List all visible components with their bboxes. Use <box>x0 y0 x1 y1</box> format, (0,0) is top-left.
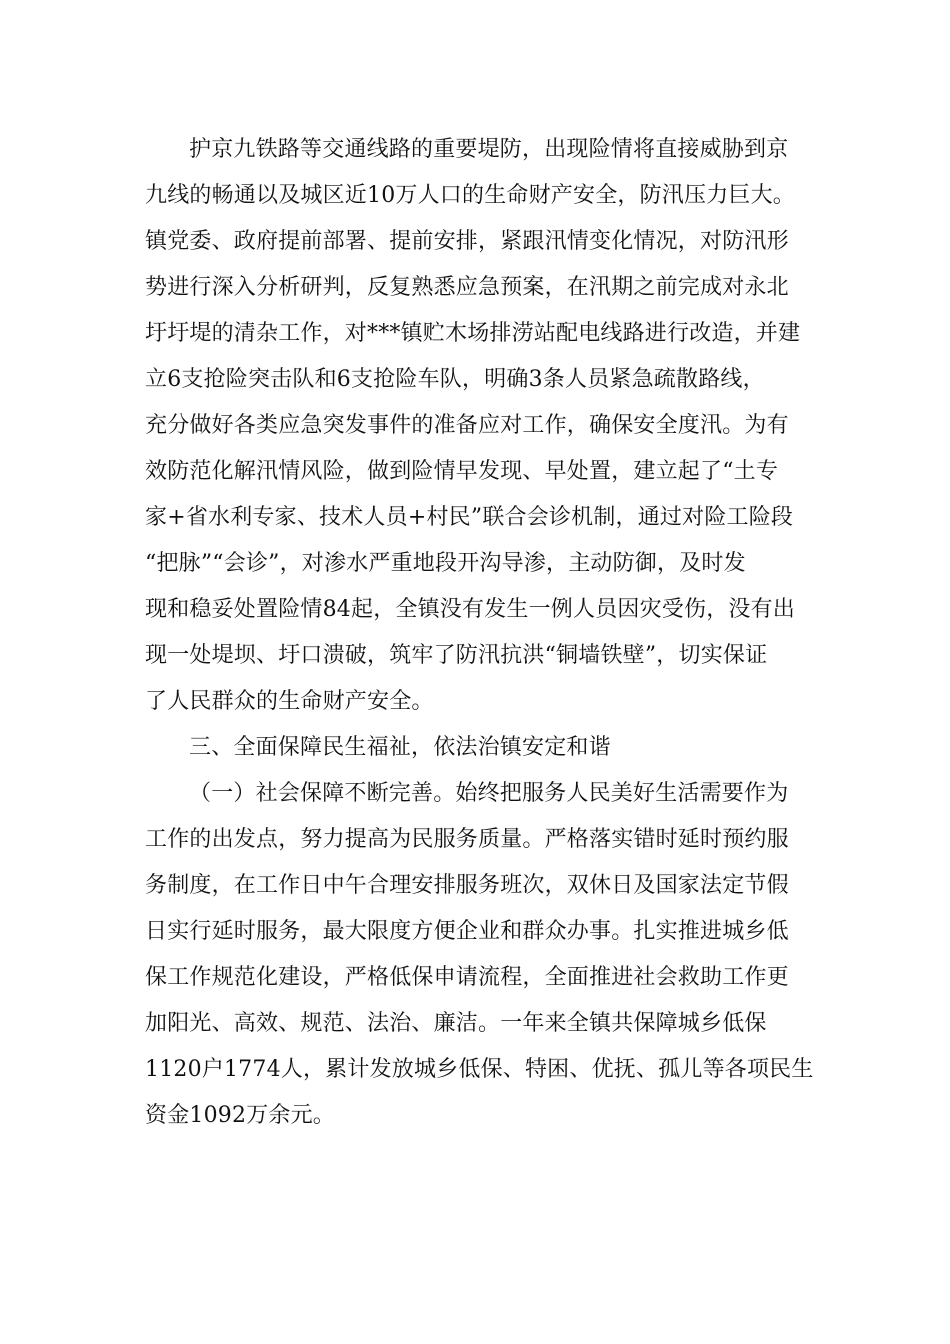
paragraph-line: 家+省水利专家、技术人员+村民”联合会诊机制，通过对险工险段 <box>145 505 794 530</box>
paragraph-line: 务制度，在工作日中午合理安排服务班次，双休日及国家法定节假 <box>145 873 789 898</box>
paragraph-line: 了人民群众的生命财产安全。 <box>145 689 434 714</box>
paragraph-line: 圩圩堤的清杂工作，对***镇贮木场排涝站配电线路进行改造，并建 <box>145 321 801 346</box>
paragraph-line: 护京九铁路等交通线路的重要堤防，出现险情将直接威胁到京 <box>189 137 789 162</box>
paragraph-line: 现和稳妥处置险情84起，全镇没有发生一例人员因灾受伤，没有出 <box>145 597 795 622</box>
paragraph-line: 资金1092万余元。 <box>145 1103 335 1128</box>
paragraph-line: “把脉”“会诊”，对渗水严重地段开沟导渗，主动防御，及时发 <box>145 551 746 576</box>
paragraph-line: 1120户1774人，累计发放城乡低保、特困、优抚、孤儿等各项民生 <box>145 1057 814 1082</box>
paragraph-line: 日实行延时服务，最大限度方便企业和群众办事。扎实推进城乡低 <box>145 919 789 944</box>
paragraph-line: 立6支抢险突击队和6支抢险车队，明确3条人员紧急疏散路线， <box>145 367 765 392</box>
paragraph-line: 加阳光、高效、规范、法治、廉洁。一年来全镇共保障城乡低保 <box>145 1011 767 1036</box>
paragraph-line: 现一处堤坝、圩口溃破，筑牢了防汛抗洪“铜墙铁壁”，切实保证 <box>145 643 768 668</box>
paragraph-line: （一）社会保障不断完善。始终把服务人民美好生活需要作为 <box>189 781 789 806</box>
paragraph-line: 充分做好各类应急突发事件的准备应对工作，确保安全度汛。为有 <box>145 413 789 438</box>
paragraph-line: 保工作规范化建设，严格低保申请流程，全面推进社会救助工作更 <box>145 965 789 990</box>
paragraph-line: 镇党委、政府提前部署、提前安排，紧跟汛情变化情况，对防汛形 <box>145 229 789 254</box>
section-heading: 三、全面保障民生福祉，依法治镇安定和谐 <box>189 735 611 760</box>
paragraph-line: 工作的出发点，努力提高为民服务质量。严格落实错时延时预约服 <box>145 827 789 852</box>
paragraph-line: 势进行深入分析研判，反复熟悉应急预案，在汛期之前完成对永北 <box>145 275 789 300</box>
paragraph-line: 效防范化解汛情风险，做到险情早发现、早处置，建立起了“土专 <box>145 459 779 484</box>
paragraph-line: 九线的畅通以及城区近10万人口的生命财产安全，防汛压力巨大。 <box>145 183 795 208</box>
